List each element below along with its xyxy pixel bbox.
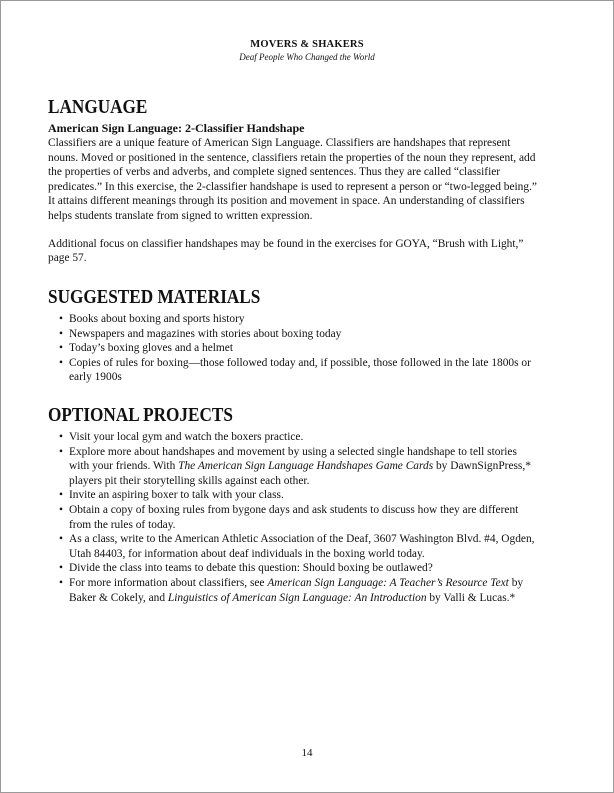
header-title: MOVERS & SHAKERS (250, 39, 364, 50)
item-text: by Valli & Lucas.* (426, 591, 516, 604)
materials-heading: SUGGESTED MATERIALS (48, 286, 261, 308)
projects-list (48, 430, 538, 605)
list-item: • Newspapers and magazines with stories about boxing today (48, 327, 538, 342)
list-item: • Visit your local gym and watch the boxers practice. (48, 430, 538, 445)
item-text: by DawnSignPress,* players pit their storytelling skills against each other. (69, 460, 531, 487)
book-title: American Sign Language: A Teacher’s Resource Text (267, 576, 509, 589)
list-item: • Invite an aspiring boxer to talk with your class. (48, 488, 538, 503)
language-subheading: American Sign Language: 2-Classifier Handshape (48, 121, 305, 135)
projects-heading: OPTIONAL PROJECTS (48, 404, 233, 426)
language-heading: LANGUAGE (48, 96, 148, 118)
list-item: • As a class, write to the American Athletic Association of the Deaf, 3607 Washington Blvd. #4, Ogden, Utah 84403, for information about deaf individuals in the boxing world today. (48, 532, 538, 561)
list-item: • Divide the class into teams to debate this question: Should boxing be outlawed? (48, 561, 538, 576)
item-text: For more information about classifiers, see (69, 576, 268, 589)
book-title: Linguistics of American Sign Language: An Introduction (167, 591, 427, 604)
item-text: Explore more about handshapes and movement by using a selected single handshape to tell stories with your friends. With (69, 445, 517, 473)
language-paragraph-1: Classifiers are a unique feature of American Sign Language. Classifiers are handshapes that represent nouns. Moved or positioned in the sentence, classifiers retain the properties of the noun they represent, add the properties of verbs and adverbs, and complete signed sentences. Thus they are called “classifier predicates.” In this exercise, the 2-classifier handshape is used to represent a person or “two-legged being.” It attains different meanings through its position and movement in space. An understanding of classifiers helps students translate from signed to written expression. (48, 137, 537, 222)
language-paragraph-2: Additional focus on classifier handshapes may be found in the exercises for GOYA, “Brush with Light,” page 57. (48, 237, 524, 265)
projects-section (48, 404, 538, 605)
item-text: by Baker & Cokely, and (69, 576, 524, 604)
list-item: • Today’s boxing gloves and a helmet (48, 341, 538, 356)
running-header (1, 39, 613, 63)
list-item (48, 576, 538, 605)
materials-list (48, 312, 538, 385)
list-item: • Books about boxing and sports history (48, 312, 538, 327)
list-item: • Obtain a copy of boxing rules from bygone days and ask students to discuss how they are different from the rules of today. (48, 503, 538, 532)
list-item: • Copies of rules for boxing—those followed today and, if possible, those followed in the late 1800s or early 1900s (48, 356, 538, 385)
list-item (48, 445, 538, 489)
page-number: 14 (301, 747, 313, 759)
language-section (48, 96, 538, 266)
book-title: The American Sign Language Handshapes Game Cards (178, 460, 434, 473)
materials-section (48, 286, 538, 385)
header-subtitle: Deaf People Who Changed the World (239, 52, 375, 62)
